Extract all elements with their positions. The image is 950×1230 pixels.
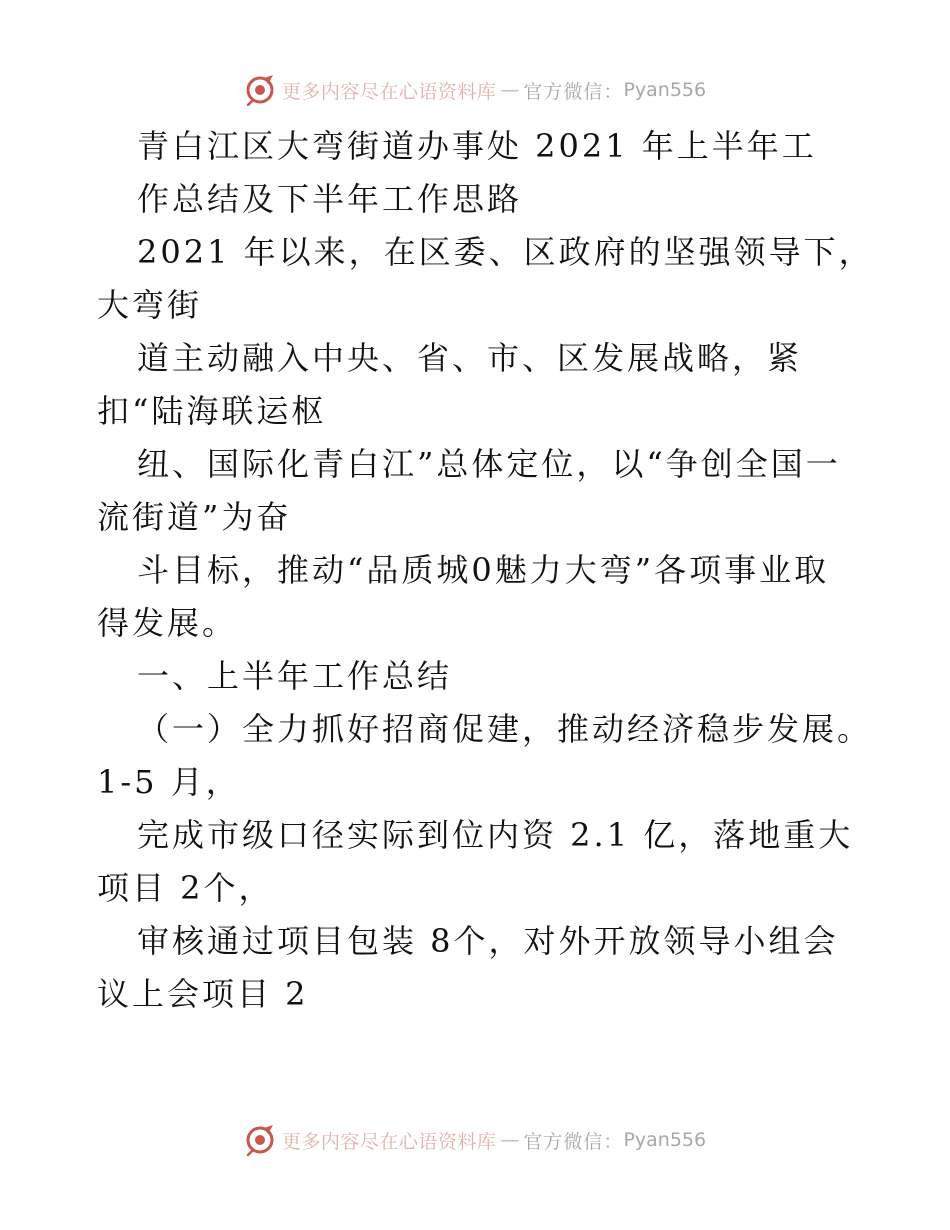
doc-title-line-2: 作总结及下半年工作思路 — [137, 180, 523, 218]
doc-line: 议上会项目 2 — [97, 975, 309, 1013]
banner-text: 更多内容尽在心语资料库 — [281, 80, 497, 103]
doc-line: 项目 2个， — [97, 869, 274, 907]
banner-text: 更多内容尽在心语资料库 — [281, 1130, 497, 1153]
doc-line: 2021 年以来，在区委、区政府的坚强领导下， — [137, 233, 874, 271]
banner-dash: — — [500, 1129, 520, 1151]
banner-wechat-label: 官方微信： — [523, 1130, 624, 1153]
brush-logo-icon — [244, 74, 276, 106]
doc-line: 审核通过项目包装 8个，对外开放领导小组会 — [137, 922, 839, 960]
footer-watermark-banner — [0, 1120, 950, 1160]
banner-wechat-id: Pyan556 — [623, 1129, 707, 1151]
doc-line: 扣“陆海联运枢 — [97, 392, 327, 430]
section-heading: 一、上半年工作总结 — [137, 657, 453, 695]
document-body — [0, 120, 950, 1021]
doc-line: 得发展。 — [97, 604, 238, 642]
doc-line: 大弯街 — [97, 286, 203, 324]
doc-line: 道主动融入中央、省、市、区发展战略，紧 — [137, 339, 803, 377]
doc-line: 纽、国际化青白江”总体定位，以“争创全国一 — [137, 445, 841, 483]
doc-line: 完成市级口径实际到位内资 2.1 亿，落地重大 — [137, 816, 854, 854]
doc-line: 1-5 月， — [97, 763, 241, 801]
subsection-heading: （一）全力抓好招商促建，推动经济稳步发展。 — [137, 710, 873, 748]
header-watermark-banner — [0, 70, 950, 110]
banner-wechat-label: 官方微信： — [523, 80, 624, 103]
doc-line: 斗目标，推动“品质城0魅力大弯”各项事业取 — [137, 551, 830, 589]
doc-title-line-1: 青白江区大弯街道办事处 2021 年上半年工 — [137, 127, 817, 165]
banner-wechat-id: Pyan556 — [623, 79, 707, 101]
banner-dash: — — [500, 79, 520, 101]
brush-logo-icon — [244, 1124, 276, 1156]
doc-line: 流街道”为奋 — [97, 498, 292, 536]
